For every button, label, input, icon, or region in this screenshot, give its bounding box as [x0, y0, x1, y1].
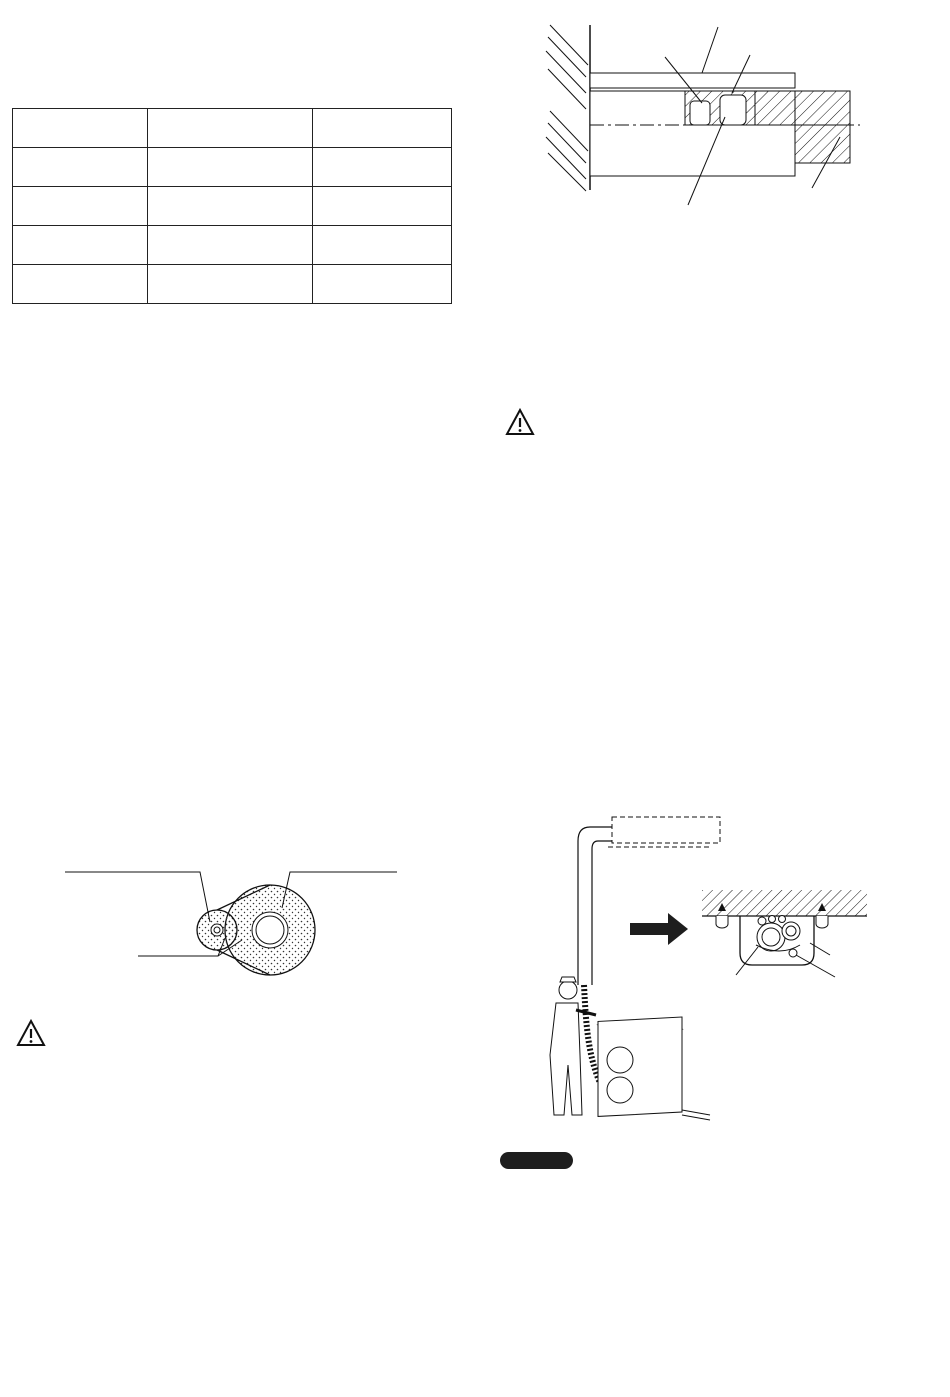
table-cell	[148, 148, 313, 187]
table-cell	[148, 226, 313, 265]
table-row	[13, 226, 452, 265]
pipe-insulation-diagram	[60, 860, 405, 990]
table-row	[13, 109, 452, 148]
table-cell	[313, 187, 452, 226]
table-cell	[313, 226, 452, 265]
table-cell	[13, 187, 148, 226]
spec-table	[12, 108, 452, 304]
table-cell	[148, 265, 313, 304]
table-cell	[313, 148, 452, 187]
right-arrow-icon	[630, 913, 688, 945]
warning-triangle-icon	[505, 408, 535, 436]
table-row	[13, 148, 452, 187]
table-cell	[13, 265, 148, 304]
table-cell	[148, 187, 313, 226]
table-cell	[148, 109, 313, 148]
table-cell	[13, 148, 148, 187]
table-row	[13, 265, 452, 304]
table-cell	[13, 226, 148, 265]
coupling-section-diagram	[540, 25, 870, 210]
table-cell	[313, 109, 452, 148]
installation-illustration	[530, 815, 875, 1125]
table-cell	[313, 265, 452, 304]
table-cell	[13, 109, 148, 148]
note-badge	[500, 1152, 573, 1169]
warning-triangle-icon	[16, 1019, 46, 1047]
table-row	[13, 187, 452, 226]
